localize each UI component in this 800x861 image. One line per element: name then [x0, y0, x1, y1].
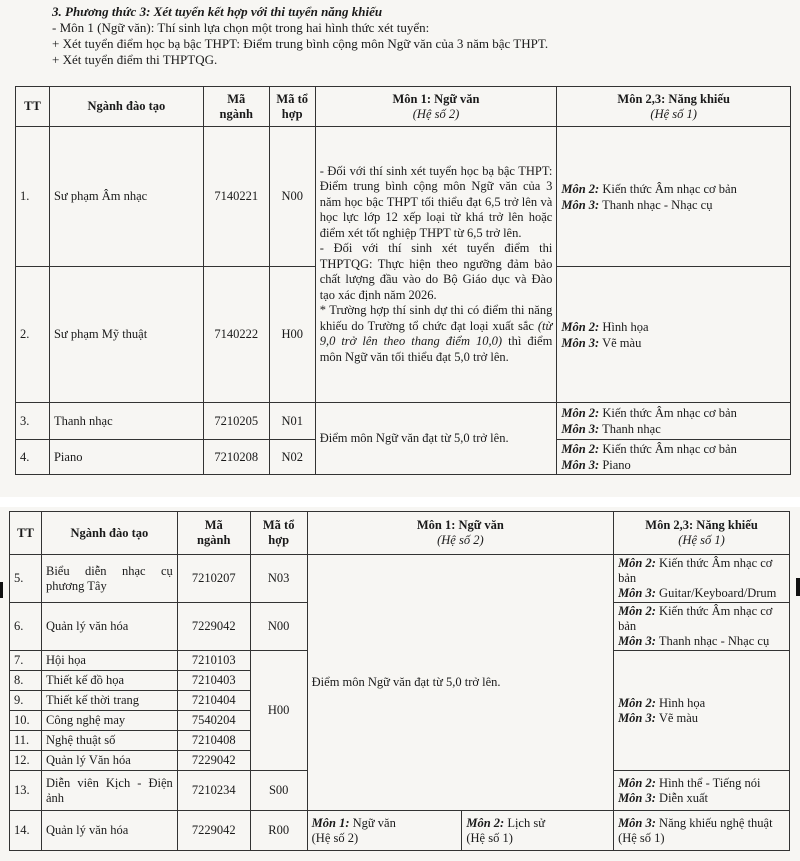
row-combo: N00: [269, 127, 315, 267]
row-combo: R00: [250, 811, 307, 851]
row-major: Sư phạm Mỹ thuật: [49, 267, 203, 403]
intro-section: [52, 4, 792, 68]
row-tt: 10.: [10, 711, 42, 731]
row-code: 7210408: [177, 731, 250, 751]
row-code: 7210103: [177, 651, 250, 671]
header-combo: Mã tổ hợp: [250, 512, 307, 555]
talent-subjects: Môn 2: Kiến thức Âm nhạc cơ bản Môn 3: Thanh nhạc - Nhạc cụ: [557, 127, 791, 267]
row-major: Sư phạm Âm nhạc: [49, 127, 203, 267]
header-subject23: Môn 2,3: Năng khiếu (Hệ số 1): [614, 512, 790, 555]
table-header-row: [16, 87, 791, 127]
row-tt: 7.: [10, 651, 42, 671]
row-combo: N03: [250, 555, 307, 603]
row-code: 7229042: [177, 751, 250, 771]
row-combo: H00: [250, 651, 307, 771]
header-subject1: Môn 1: Ngữ văn (Hệ số 2): [307, 512, 613, 555]
row-major: Công nghệ may: [41, 711, 177, 731]
row-tt: 5.: [10, 555, 42, 603]
talent-subjects: Môn 2: Hình thể - Tiếng nói Môn 3: Diễn xuất: [614, 771, 790, 811]
talent-subjects: Môn 2: Kiến thức Âm nhạc cơ bản Môn 3: Guitar/Keyboard/Drum: [614, 555, 790, 603]
row-tt: 11.: [10, 731, 42, 751]
row-tt: 3.: [16, 403, 50, 440]
header-code: Mã ngành: [177, 512, 250, 555]
header-major: Ngành đào tạo: [49, 87, 203, 127]
row-tt: 4.: [16, 440, 50, 475]
row-major: Biểu diễn nhạc cụ phương Tây: [41, 555, 177, 603]
r14-subject3: Môn 3: Năng khiếu nghệ thuật (Hệ số 1): [614, 811, 790, 851]
row-code: 7210205: [203, 403, 269, 440]
talent-subjects: Môn 2: Kiến thức Âm nhạc cơ bản Môn 3: Thanh nhạc: [557, 403, 791, 440]
row-code: 7210403: [177, 671, 250, 691]
table-row: [16, 127, 791, 267]
row-tt: 6.: [10, 603, 42, 651]
row-code: 7140222: [203, 267, 269, 403]
r14-subject1: Môn 1: Ngữ văn (Hệ số 2): [307, 811, 462, 851]
header-major: Ngành đào tạo: [41, 512, 177, 555]
row-major: Quản lý văn hóa: [41, 603, 177, 651]
literature-simple: Điểm môn Ngữ văn đạt từ 5,0 trở lên.: [315, 403, 557, 475]
scan-mark: [796, 578, 800, 596]
row-tt: 1.: [16, 127, 50, 267]
row-code: 7210234: [177, 771, 250, 811]
row-code: 7540204: [177, 711, 250, 731]
literature-simple: Điểm môn Ngữ văn đạt từ 5,0 trở lên.: [307, 555, 613, 811]
admission-table-2: [9, 511, 790, 851]
row-combo: H00: [269, 267, 315, 403]
row-major: Diễn viên Kịch - Điện ảnh: [41, 771, 177, 811]
row-code: 7140221: [203, 127, 269, 267]
row-tt: 9.: [10, 691, 42, 711]
header-combo: Mã tổ hợp: [269, 87, 315, 127]
row-tt: 2.: [16, 267, 50, 403]
row-combo: N01: [269, 403, 315, 440]
row-major: Hội họa: [41, 651, 177, 671]
talent-subjects: Môn 2: Hình họa Môn 3: Vẽ màu: [614, 651, 790, 771]
row-major: Piano: [49, 440, 203, 475]
table-row: [10, 555, 790, 603]
row-code: 7210207: [177, 555, 250, 603]
intro-line: - Môn 1 (Ngữ văn): Thí sinh lựa chọn một trong hai hình thức xét tuyển:: [52, 20, 430, 35]
row-major: Quản lý văn hóa: [41, 811, 177, 851]
admission-table-1: [15, 86, 791, 475]
row-tt: 14.: [10, 811, 42, 851]
row-code: 7210404: [177, 691, 250, 711]
talent-subjects: Môn 2: Hình họa Môn 3: Vẽ màu: [557, 267, 791, 403]
intro-line: + Xét tuyển điểm học bạ bậc THPT: Điểm trung bình cộng môn Ngữ văn của 3 năm bậc THPT.: [52, 36, 549, 51]
table-row: [10, 811, 790, 851]
row-major: Thiết kế đồ họa: [41, 671, 177, 691]
header-tt: TT: [10, 512, 42, 555]
row-combo: N02: [269, 440, 315, 475]
row-tt: 8.: [10, 671, 42, 691]
header-subject23: Môn 2,3: Năng khiếu (Hệ số 1): [557, 87, 791, 127]
row-tt: 12.: [10, 751, 42, 771]
row-code: 7229042: [177, 811, 250, 851]
table-header-row: [10, 512, 790, 555]
header-subject1: Môn 1: Ngữ văn (Hệ số 2): [315, 87, 557, 127]
talent-subjects: Môn 2: Kiến thức Âm nhạc cơ bản Môn 3: Piano: [557, 440, 791, 475]
row-code: 7210208: [203, 440, 269, 475]
row-major: Quản lý Văn hóa: [41, 751, 177, 771]
row-combo: N00: [250, 603, 307, 651]
row-major: Thanh nhạc: [49, 403, 203, 440]
table-row: [16, 403, 791, 440]
literature-rule: - Đối với thí sinh xét tuyển học bạ bậc THPT: Điểm trung bình cộng môn Ngữ văn của 3 năm học bậc THPT tối thiểu đạt 6,5 trở lên và học lực lớp 12 xếp loại từ khá trở lên hoặc điểm xét tốt nghiệp THPT từ 6,5 trở lên. - Đối với thí sinh xét tuyển điểm thi THPTQG: Thực hiện theo ngưỡng đảm bảo chất lượng đầu vào do Bộ Giáo dục và Đào tạo xác định năm 2026. * Trường hợp thí sinh dự thi có điểm thi năng khiếu do Trường tổ chức đạt loại xuất sắc (từ 9,0 trở lên theo thang điểm 10,0) thì điểm môn Ngữ văn tối thiểu đạt 5,0 trở lên.: [315, 127, 557, 403]
intro-line: + Xét tuyển điểm thi THPTQG.: [52, 52, 218, 67]
talent-subjects: Môn 2: Kiến thức Âm nhạc cơ bản Môn 3: Thanh nhạc - Nhạc cụ: [614, 603, 790, 651]
row-code: 7229042: [177, 603, 250, 651]
page-divider: [0, 497, 800, 507]
section-heading: 3. Phương thức 3: Xét tuyển kết hợp với thi tuyển năng khiếu: [52, 4, 383, 19]
row-tt: 13.: [10, 771, 42, 811]
header-tt: TT: [16, 87, 50, 127]
row-major: Thiết kế thời trang: [41, 691, 177, 711]
row-major: Nghệ thuật số: [41, 731, 177, 751]
header-code: Mã ngành: [203, 87, 269, 127]
row-combo: S00: [250, 771, 307, 811]
r14-subject2: Môn 2: Lịch sử (Hệ số 1): [462, 811, 614, 851]
scan-mark: [0, 582, 3, 598]
